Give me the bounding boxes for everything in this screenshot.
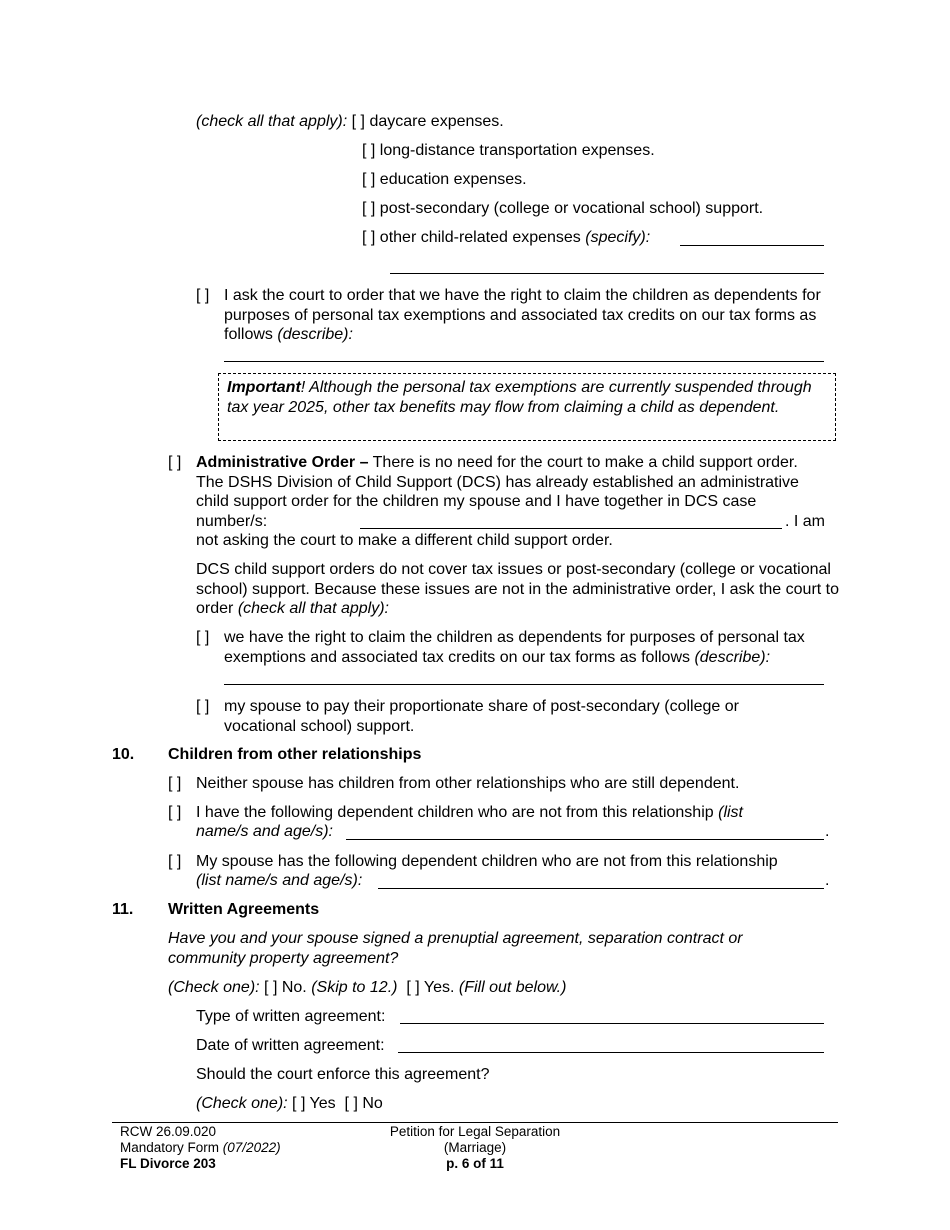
- my-other-children-field[interactable]: [346, 839, 824, 840]
- section-10-number: 10.: [112, 746, 135, 763]
- checkbox-enforce-yes[interactable]: [ ]: [292, 1095, 306, 1112]
- admin-dependents-text: [224, 628, 840, 667]
- check-all-prefix: (check all that apply):: [196, 113, 348, 130]
- checkbox-my-other-children[interactable]: [ ]: [168, 804, 182, 821]
- section-10-title: Children from other relationships: [168, 746, 422, 763]
- my-other-children-list-a: (list: [718, 804, 743, 821]
- checkbox-admin-order[interactable]: [ ]: [168, 454, 182, 471]
- my-other-children-line1: [196, 803, 743, 823]
- option-long-distance: [362, 141, 655, 161]
- long-distance-label: long-distance transportation expenses.: [379, 142, 655, 159]
- enforce-yes-label: Yes: [309, 1095, 336, 1112]
- check-all-line: [196, 112, 504, 132]
- my-other-children-period: .: [825, 823, 830, 840]
- footer-center: [360, 1124, 590, 1172]
- option-education: [362, 170, 527, 190]
- spouse-other-children-label: My spouse has the following dependent children who are not from this relationship: [196, 853, 778, 870]
- type-agreement-label: Type of written agreement:: [196, 1008, 386, 1025]
- agreement-check-one-line: [168, 978, 566, 998]
- other-expenses-field-2[interactable]: [390, 273, 824, 274]
- footer-mandatory: Mandatory Form: [120, 1140, 220, 1155]
- footer-divider: [112, 1122, 838, 1123]
- section-11-title: Written Agreements: [168, 901, 320, 918]
- spouse-other-children-list: (list name/s and age/s):: [196, 872, 363, 889]
- admin-order-title: Administrative Order –: [196, 454, 369, 471]
- written-agreement-question: Have you and your spouse signed a prenuptial agreement, separation contract or community property agreement?: [168, 930, 743, 967]
- dcs-check-all: (check all that apply):: [237, 600, 389, 617]
- checkbox-post-secondary[interactable]: [ ]: [362, 200, 376, 217]
- other-expenses-label: other child-related expenses: [379, 229, 581, 246]
- admin-order-body: There is no need for the court to make a child support order. The DSHS Division of Child Support (DCS) has already established an administrative child support order for the children my spouse and I have together in DCS case number/s:: [196, 454, 799, 530]
- dependents-claim-label: I ask the court to order that we have the right to claim the children as dependents for purposes of personal tax exemptions and associated tax credits on our tax forms as follows: [224, 287, 821, 343]
- checkbox-daycare[interactable]: [ ]: [351, 113, 365, 130]
- checkbox-agreement-yes[interactable]: [ ]: [406, 979, 420, 996]
- option-other-expenses: [362, 228, 650, 248]
- agreement-no-label: No.: [281, 979, 307, 996]
- checkbox-no-other-children[interactable]: [ ]: [168, 775, 182, 792]
- admin-post-secondary-text: my spouse to pay their proportionate share of post-secondary (college or vocational school) support.: [224, 698, 739, 735]
- agreement-yes-label: Yes.: [423, 979, 455, 996]
- enforce-check-line: [196, 1094, 383, 1114]
- footer-left: [120, 1124, 281, 1172]
- checkbox-admin-post-secondary[interactable]: [ ]: [196, 698, 210, 715]
- enforce-check-one: (Check one):: [196, 1095, 288, 1112]
- dcs-case-number-field[interactable]: [360, 528, 782, 529]
- education-label: education expenses.: [379, 171, 527, 188]
- skip-label: (Skip to 12.): [311, 979, 398, 996]
- checkbox-agreement-no[interactable]: [ ]: [264, 979, 278, 996]
- dcs-paragraph: [196, 560, 842, 619]
- admin-order-i-am: . I am: [785, 513, 826, 530]
- my-other-children-list-b: name/s and age/s):: [196, 823, 333, 840]
- footer-page: p. 6 of 11: [446, 1156, 504, 1171]
- fill-out-label: (Fill out below.): [458, 979, 567, 996]
- dependents-claim-text: [224, 286, 840, 345]
- footer-title1: Petition for Legal Separation: [389, 1124, 561, 1139]
- no-other-children-label: Neither spouse has children from other relationships who are still dependent.: [196, 775, 740, 792]
- describe-label: (describe):: [277, 326, 353, 343]
- enforce-no-label: No: [362, 1095, 383, 1112]
- footer-date: (07/2022): [222, 1140, 281, 1155]
- important-text: ! Although the personal tax exemptions are currently suspended through tax year 2025, other tax benefits may flow from claiming a child as dependent.: [227, 379, 812, 416]
- footer-title2: (Marriage): [443, 1140, 507, 1155]
- checkbox-long-distance[interactable]: [ ]: [362, 142, 376, 159]
- admin-dependents-label: we have the right to claim the children as dependents for purposes of personal tax exemptions and associated tax credits on our tax forms as follows: [224, 629, 805, 666]
- checkbox-admin-dependents[interactable]: [ ]: [196, 629, 210, 646]
- section-11-number: 11.: [112, 901, 134, 918]
- checkbox-spouse-other-children[interactable]: [ ]: [168, 853, 182, 870]
- important-label: Important: [227, 379, 301, 396]
- type-agreement-field[interactable]: [400, 1023, 824, 1024]
- spouse-other-children-field[interactable]: [378, 888, 824, 889]
- my-other-children-label: I have the following dependent children who are not from this relationship: [196, 804, 714, 821]
- checkbox-education[interactable]: [ ]: [362, 171, 376, 188]
- spouse-other-children-period: .: [825, 872, 830, 889]
- date-agreement-field[interactable]: [398, 1052, 824, 1053]
- checkbox-dependents-claim[interactable]: [ ]: [196, 287, 210, 304]
- checkbox-enforce-no[interactable]: [ ]: [344, 1095, 358, 1112]
- option-post-secondary: [362, 199, 763, 219]
- admin-order-not-asking: not asking the court to make a different child support order.: [196, 532, 613, 549]
- footer-mandatory-line: [120, 1140, 281, 1156]
- other-expenses-field[interactable]: [680, 245, 824, 246]
- admin-order-text: [196, 453, 826, 531]
- admin-describe-field[interactable]: [224, 684, 824, 685]
- daycare-label: daycare expenses.: [369, 113, 504, 130]
- dcs-text: DCS child support orders do not cover tax issues or post-secondary (college or vocational school) support. Because these issues are not in the administrative order, I ask the court to order: [196, 561, 840, 617]
- checkbox-other-expenses[interactable]: [ ]: [362, 229, 376, 246]
- post-secondary-label: post-secondary (college or vocational school) support.: [379, 200, 764, 217]
- footer-rcw: RCW 26.09.020: [120, 1124, 217, 1139]
- admin-describe-label: (describe):: [694, 648, 771, 666]
- dependents-describe-field[interactable]: [224, 361, 824, 362]
- important-note: [218, 373, 836, 441]
- check-one-label: (Check one):: [168, 979, 260, 996]
- enforce-question: Should the court enforce this agreement?: [196, 1066, 490, 1083]
- footer-form: FL Divorce 203: [120, 1156, 216, 1171]
- specify-label: (specify):: [585, 229, 651, 246]
- date-agreement-label: Date of written agreement:: [196, 1037, 385, 1054]
